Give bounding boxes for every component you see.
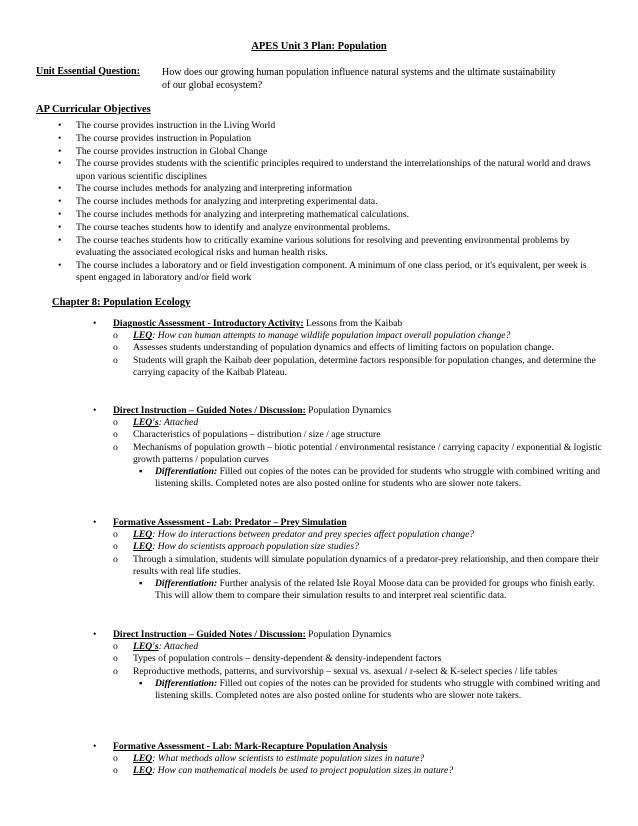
square-bullet-icon: ▪ [139, 677, 143, 689]
sub-item-text: Reproductive methods, patterns, and survivorship – sexual vs. asexual / r-select & K-select species / life tables [133, 665, 558, 677]
section-heading: Direct Instruction – Guided Notes / Discussion: [113, 405, 306, 416]
sub-item [113, 354, 603, 379]
sub-item-text: : How do interactions between predator and prey species affect population change? [152, 529, 475, 541]
objective-text: The course includes methods for analyzing and interpreting information [76, 183, 353, 195]
leq-label: LEQ [133, 529, 153, 541]
objective-text: The course provides instruction in Global Change [76, 145, 268, 157]
section-heading: Formative Assessment - Lab: [113, 517, 233, 528]
sub-item [113, 753, 603, 765]
sub-item-text: : Attached [158, 417, 199, 429]
objective-item [58, 132, 606, 145]
chapter-heading: Chapter 8: Population Ecology [52, 297, 191, 308]
leq-label: LEQ's [133, 417, 159, 429]
sub-item [113, 553, 603, 578]
section-diagnostic [93, 318, 603, 379]
differentiation-text: Filled out copies of the notes can be provided for students who struggle with combined writing and listening skills. Completed notes are also posted online for students who are slower note takers. [155, 677, 601, 702]
sub-item-text: Characteristics of populations – distribution / size / age structure [133, 429, 381, 441]
sub-item-text: : How can human attempts to manage wildlife population impact overall population change? [152, 330, 511, 342]
objective-item [58, 208, 606, 221]
circle-bullet-icon: o [113, 529, 118, 541]
section-predator-prey-lab [93, 517, 603, 602]
differentiation-text: Further analysis of the related Isle Royal Moose data can be provided for groups who finish early. This will allow them to compare their simulation results to and interpret real scientific data. [155, 578, 595, 602]
sub-item [113, 641, 603, 653]
bullet-icon: • [58, 259, 62, 271]
objective-item [58, 183, 606, 195]
page-title: APES Unit 3 Plan: Population [251, 41, 387, 52]
bullet-icon: • [93, 405, 97, 416]
sub-item [113, 429, 603, 441]
circle-bullet-icon: o [113, 342, 118, 354]
objective-item [58, 259, 606, 284]
sub-item-text: Through a simulation, students will simulate population dynamics of a predator-prey relationship, and then compare their results with real life studies. [133, 553, 599, 577]
circle-bullet-icon: o [113, 330, 118, 342]
circle-bullet-icon: o [113, 541, 118, 553]
differentiation-item [139, 578, 603, 602]
section-heading: Direct Instruction – Guided Notes / Discussion: [113, 629, 306, 640]
section-heading: Formative Assessment - Lab: [113, 741, 233, 752]
leq-label: LEQ [133, 753, 153, 765]
sub-item-text: Types of population controls – density-dependent & density-independent factors [133, 653, 442, 665]
sub-item [113, 665, 603, 678]
leq-label: LEQ's [133, 641, 159, 653]
section-title: Mark-Recapture Population Analysis [232, 741, 388, 752]
leq-label: LEQ [133, 330, 153, 342]
bullet-icon: • [58, 145, 62, 157]
sub-item [113, 653, 603, 665]
bullet-icon: • [58, 221, 62, 233]
bullet-icon: • [93, 318, 97, 329]
circle-bullet-icon: o [113, 765, 118, 777]
bullet-icon: • [58, 120, 62, 131]
circle-bullet-icon: o [113, 354, 118, 366]
circle-bullet-icon: o [113, 441, 118, 453]
objective-text: The course teaches students how to identify and analyze environmental problems. [76, 221, 391, 233]
sub-item [113, 529, 603, 541]
sub-item-text: Assesses students understanding of population dynamics and effects of limiting factors on population change. [133, 342, 554, 354]
bullet-icon: • [93, 741, 97, 752]
objective-text: The course teaches students how to critically examine various solutions for resolving and preventing environmental problems by evaluating the associated ecological risks and human health risks. [76, 234, 570, 258]
objective-text: The course includes methods for analyzing and interpreting experimental data. [76, 196, 378, 208]
square-bullet-icon: ▪ [139, 578, 143, 590]
essential-question-label: Unit Essential Question: [36, 66, 140, 77]
objective-text: The course provides instruction in Population [76, 132, 252, 144]
sub-item-text: : How do scientists approach population size studies? [152, 541, 359, 553]
section-direct-instruction-1 [93, 405, 603, 490]
objective-text: The course provides students with the scientific principles required to understand the interrelationships of the natural world and draws upon various scientific disciplines [76, 158, 591, 182]
sub-item [113, 441, 603, 466]
leq-label: LEQ [133, 765, 153, 777]
essential-question-text: How does our growing human population influence natural systems and the ultimate sustainability of our global ecosystem? [162, 67, 556, 91]
circle-bullet-icon: o [113, 753, 118, 765]
sub-item [113, 417, 603, 429]
objective-item [58, 196, 606, 208]
bullet-icon: • [58, 234, 62, 246]
bullet-icon: • [93, 517, 97, 528]
sub-item [113, 765, 603, 777]
objective-text: The course provides instruction in the Living World [76, 120, 276, 131]
section-title: Lessons from the Kaibab [303, 318, 403, 329]
circle-bullet-icon: o [113, 641, 118, 653]
circle-bullet-icon: o [113, 553, 118, 565]
differentiation-item [139, 466, 603, 490]
bullet-icon: • [58, 183, 62, 195]
square-bullet-icon: ▪ [139, 466, 143, 478]
sub-item [113, 342, 603, 354]
sub-item-text: : What methods allow scientists to estimate population sizes in nature? [152, 753, 425, 765]
bullet-icon: • [58, 158, 62, 170]
objective-text: The course includes a laboratory and or field investigation component. A minimum of one class period, or it's equivalent, per week is spent engaged in laboratory and/or field work [76, 259, 587, 283]
objective-text: The course includes methods for analyzing and interpreting mathematical calculations. [76, 208, 409, 220]
bullet-icon: • [58, 208, 62, 220]
section-heading: Diagnostic Assessment - Introductory Activity: [113, 318, 304, 329]
circle-bullet-icon: o [113, 417, 118, 429]
circle-bullet-icon: o [113, 653, 118, 665]
sub-item-text: Mechanisms of population growth – biotic potential / environmental resistance / carrying capacity / exponential & logistic growth patterns / population curves [133, 441, 602, 465]
objectives-list [58, 120, 606, 285]
section-mark-recapture-lab [93, 741, 603, 778]
sub-item-text: : How can mathematical models be used to project population sizes in nature? [152, 765, 454, 777]
bullet-icon: • [93, 629, 97, 640]
differentiation-text: Filled out copies of the notes can be provided for students who struggle with combined writing and listening skills. Completed notes are also posted online for students who are slower note takers. [155, 466, 601, 490]
objective-item [58, 120, 606, 132]
sub-item-text: Students will graph the Kaibab deer population, determine factors responsible for population changes, and determine the carrying capacity of the Kaibab Plateau. [133, 354, 596, 378]
section-direct-instruction-2 [93, 629, 603, 702]
objective-item [58, 234, 606, 259]
bullet-icon: • [58, 196, 62, 208]
sub-item-text: : Attached [158, 641, 199, 653]
section-title: Predator – Prey Simulation [232, 517, 347, 528]
objectives-heading: AP Curricular Objectives [36, 104, 151, 115]
differentiation-item [139, 677, 603, 702]
differentiation-label: Differentiation: [155, 466, 218, 478]
circle-bullet-icon: o [113, 429, 118, 441]
leq-label: LEQ [133, 541, 153, 553]
differentiation-label: Differentiation: [155, 677, 218, 689]
section-title: Population Dynamics [305, 629, 392, 640]
sub-item [113, 541, 603, 553]
circle-bullet-icon: o [113, 665, 118, 677]
objective-item [58, 158, 606, 182]
objective-item [58, 221, 606, 234]
objective-item [58, 145, 606, 158]
bullet-icon: • [58, 132, 62, 144]
differentiation-label: Differentiation: [155, 578, 218, 590]
section-title: Population Dynamics [305, 405, 392, 416]
sub-item [113, 330, 603, 342]
